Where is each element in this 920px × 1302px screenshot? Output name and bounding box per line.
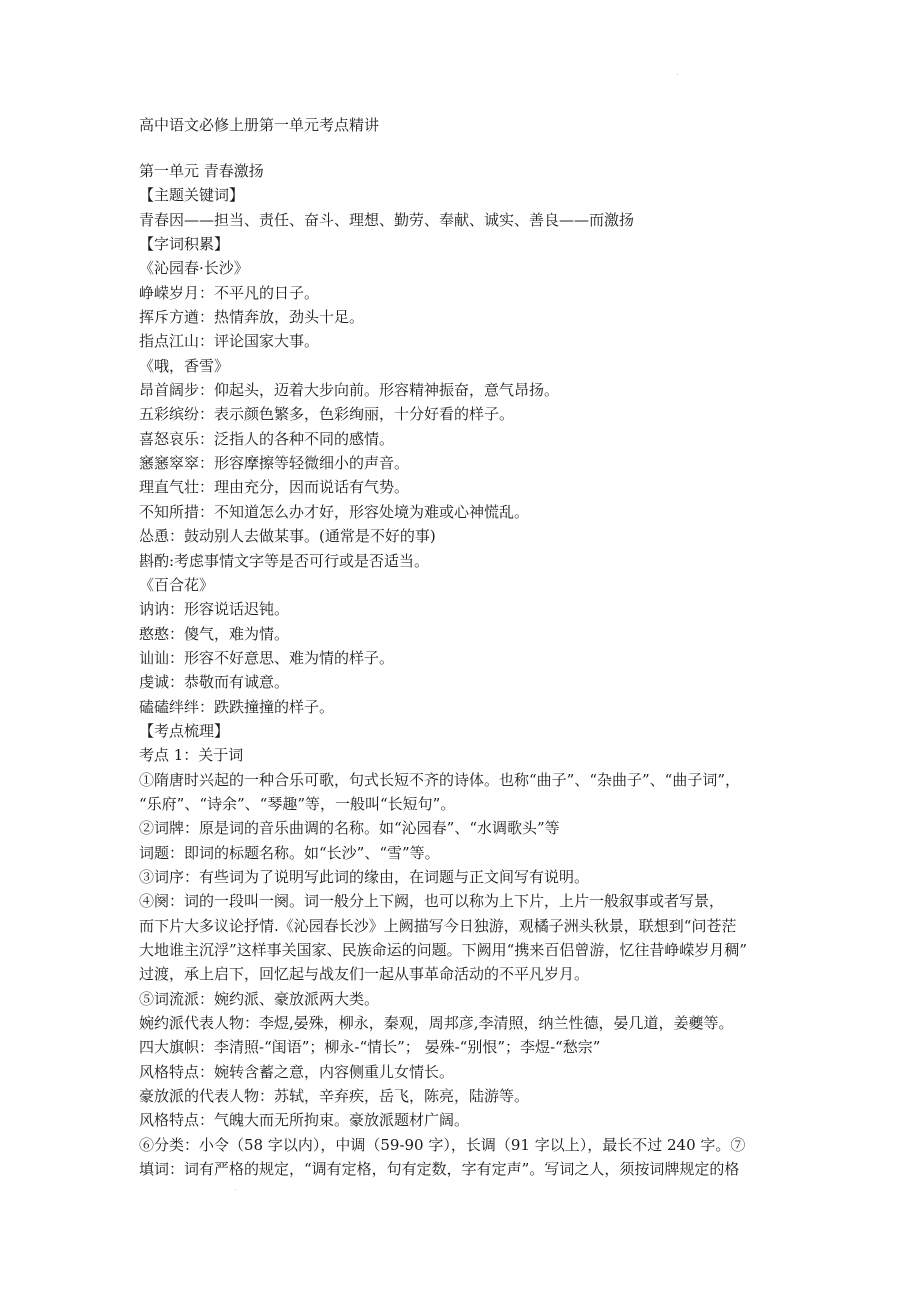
- text-line: ⑥分类：小令（58 字以内），中调（59-90 字），长调（91 字以上），最长不过 240 字。⑦: [139, 1135, 746, 1154]
- text-line: 而下片大多议论抒情.《沁园春长沙》上阙描写今日独游，观橘子洲头秋景，联想到“问苍茫: [139, 916, 737, 935]
- text-line: 虔诚：恭敬而有诚意。: [139, 673, 290, 692]
- text-line: 风格特点：婉转含蓄之意，内容侧重儿女情长。: [139, 1062, 455, 1081]
- text-line: 风格特点：气魄大而无所拘束。豪放派题材广阔。: [139, 1111, 470, 1130]
- text-line: “乐府”、“诗余”、“琴趣”等，一般叫“长短句”。: [139, 794, 456, 813]
- text-line: 《沁园春·长沙》: [139, 259, 249, 278]
- text-line: 【考点梳理】: [139, 721, 230, 740]
- text-line: 斟酌:考虑事情文字等是否可行或是否适当。: [139, 551, 430, 570]
- text-line: 豪放派的代表人物：苏轼，辛弃疾，岳飞，陈亮，陆游等。: [139, 1087, 530, 1106]
- text-line: ④阕：词的一段叫一阕。词一般分上下阙，也可以称为上下片，上片一般叙事或者写景，: [139, 892, 725, 911]
- text-line: ③词序：有些词为了说明写此词的缘由，在词题与正文间写有说明。: [139, 867, 590, 886]
- text-line: 第一单元 青春激扬: [139, 162, 264, 180]
- text-line: 憨憨：傻气，难为情。: [139, 624, 290, 643]
- text-line: 四大旗帜：李清照-“闺语”；柳永-“情长”； 晏殊-“别恨”；李煜-“愁宗”: [139, 1038, 601, 1057]
- text-line: 讷讷：形容说话迟钝。: [139, 600, 290, 619]
- text-line: 青春因——担当、责任、奋斗、理想、勤劳、奉献、诚实、善良——而激扬: [139, 210, 635, 229]
- text-line: 【主题关键词】: [139, 186, 245, 205]
- text-line: 昂首阔步：仰起头，迈着大步向前。形容精神振奋，意气昂扬。: [139, 381, 560, 400]
- text-line: 考点 1：关于词: [139, 746, 244, 765]
- text-line: ①隋唐时兴起的一种合乐可歌，句式长短不齐的诗体。也称“曲子”、“杂曲子”、“曲子词”，: [139, 770, 741, 789]
- text-line: 过渡，承上启下，回忆起与战友们一起从事革命活动的不平凡岁月。: [139, 965, 590, 984]
- text-line: 喜怒哀乐：泛指人的各种不同的感情。: [139, 429, 395, 448]
- text-line: 《百合花》: [139, 575, 215, 594]
- text-line: 【字词积累】: [139, 235, 230, 254]
- text-line: 大地谁主沉浮”这样事关国家、民族命运的问题。下阙用“携来百侣曾游，忆往昔峥嵘岁月稠”: [139, 941, 748, 959]
- text-line: 窸窸窣窣：形容摩擦等轻微细小的声音。: [139, 454, 410, 473]
- text-line: 磕磕绊绊：跌跌撞撞的样子。: [139, 697, 335, 716]
- text-line: 不知所措：不知道怎么办才好，形容处境为难或心神慌乱。: [139, 502, 530, 521]
- document-body: [139, 159, 789, 1181]
- text-line: 讪讪：形容不好意思、难为情的样子。: [139, 648, 395, 667]
- text-line: ⑤词流派：婉约派、豪放派两大类。: [139, 989, 380, 1008]
- text-line: 五彩缤纷：表示颜色繁多，色彩绚丽，十分好看的样子。: [139, 405, 515, 424]
- text-line: 峥嵘岁月：不平凡的日子。: [139, 283, 320, 302]
- text-line: 婉约派代表人物：李煜,晏殊，柳永，秦观，周邦彦,李清照，纳兰性德，晏几道，姜夔等。: [139, 1014, 734, 1033]
- page-mark-bottom: .: [234, 1183, 237, 1192]
- text-line: 怂恿：鼓动别人去做某事。(通常是不好的事): [139, 527, 436, 546]
- text-line: 挥斥方遒：热情奔放，劲头十足。: [139, 308, 365, 327]
- text-line: ②词牌：原是词的音乐曲调的名称。如“沁园春”、“水调歌头”等: [139, 819, 560, 838]
- text-line: 《哦，香雪》: [139, 356, 230, 375]
- text-line: 填词：词有严格的规定，“调有定格，句有定数，字有定声”。写词之人，须按词牌规定的格: [139, 1160, 740, 1179]
- text-line: 理直气壮：理由充分，因而说话有气势。: [139, 478, 410, 497]
- document-title: 高中语文必修上册第一单元考点精讲: [139, 116, 380, 134]
- text-line: 词题：即词的标题名称。如“长沙”、“雪”等。: [139, 843, 440, 862]
- page-mark-top: .: [676, 68, 679, 77]
- text-line: 指点江山：评论国家大事。: [139, 332, 320, 351]
